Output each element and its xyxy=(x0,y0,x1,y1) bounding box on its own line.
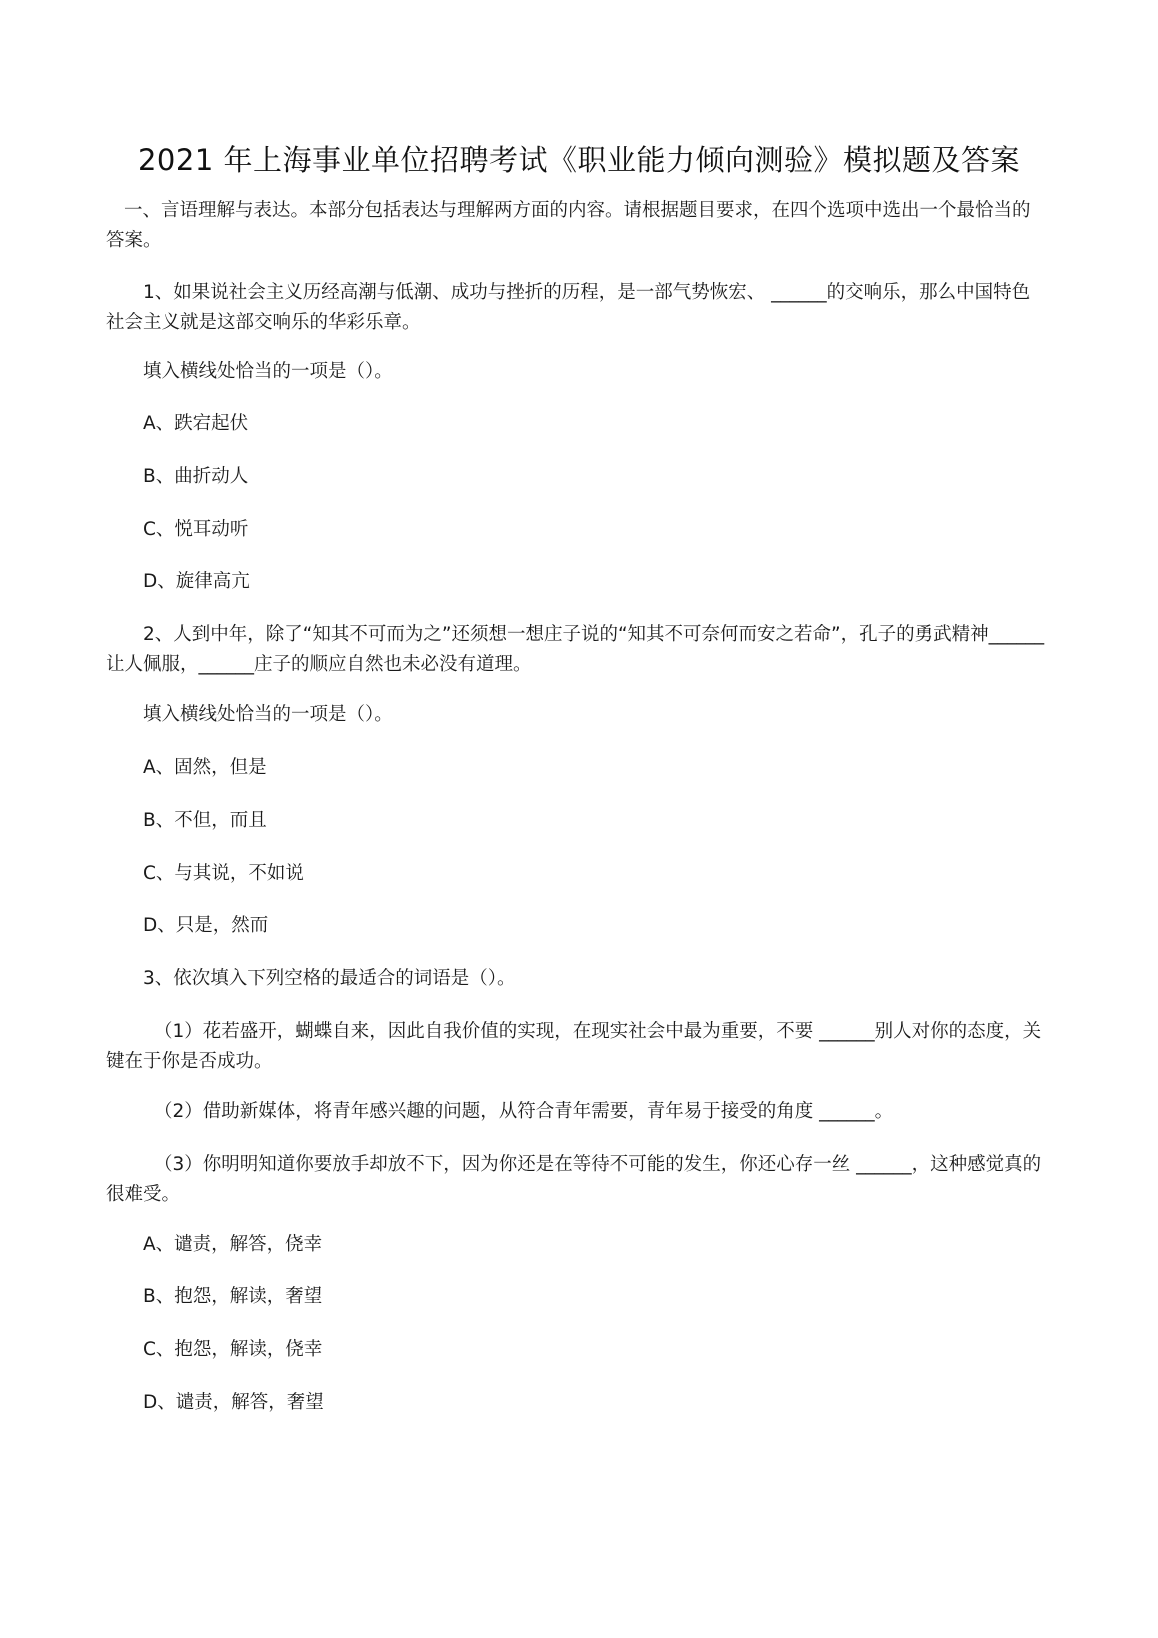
question-3-option-d: D、谴责，解答，奢望 xyxy=(143,1392,324,1413)
question-1-text: 1、如果说社会主义历经高潮与低潮、成功与挫折的历程，是一部气势恢宏、 ______的交响乐，那么中国特色社会主义就是这部交响乐的华彩乐章。 xyxy=(106,282,1031,333)
question-1-option-b: B、曲折动人 xyxy=(143,466,249,487)
question-3-option-b: B、抱怨，解读，奢望 xyxy=(143,1286,323,1307)
question-2-option-c: C、与其说，不如说 xyxy=(143,863,304,884)
question-3-text: 3、依次填入下列空格的最适合的词语是（）。 xyxy=(143,968,516,989)
question-2-option-b: B、不但，而且 xyxy=(143,810,267,831)
question-1-option-d: D、旋律高亢 xyxy=(143,571,250,592)
page-title: 2021 年上海事业单位招聘考试《职业能力倾向测验》模拟题及答案 xyxy=(137,143,1021,177)
question-1-option-c: C、悦耳动听 xyxy=(143,519,249,540)
question-3-option-c: C、抱怨，解读，侥幸 xyxy=(143,1339,323,1360)
question-3-sub-1: （1）花若盛开，蝴蝶自来，因此自我价值的实现，在现实社会中最为重要，不要 ______别人对你的态度，关键在于你是否成功。 xyxy=(106,1021,1042,1072)
question-3-option-a: A、谴责，解答，侥幸 xyxy=(143,1234,323,1255)
question-2-option-a: A、固然，但是 xyxy=(143,757,267,778)
section-intro: 一、言语理解与表达。本部分包括表达与理解两方面的内容。请根据题目要求，在四个选项中选出一个最恰当的答案。 xyxy=(106,200,1031,251)
question-3-sub-3: （3）你明明知道你要放手却放不下，因为你还是在等待不可能的发生，你还心存一丝 ______，这种感觉真的很难受。 xyxy=(106,1154,1042,1205)
question-3-sub-2: （2）借助新媒体，将青年感兴趣的问题，从符合青年需要，青年易于接受的角度 ______。 xyxy=(154,1101,894,1122)
question-2-prompt: 填入横线处恰当的一项是（）。 xyxy=(143,704,393,725)
question-2-text: 2、人到中年，除了“知其不可而为之”还须想一想庄子说的“知其不可奈何而安之若命”，孔子的勇武精神______让人佩服，______庄子的顺应自然也未必没有道理。 xyxy=(106,624,1045,675)
question-2-option-d: D、只是，然而 xyxy=(143,915,269,936)
question-1-prompt: 填入横线处恰当的一项是（）。 xyxy=(143,361,393,382)
question-1-option-a: A、跌宕起伏 xyxy=(143,413,249,434)
